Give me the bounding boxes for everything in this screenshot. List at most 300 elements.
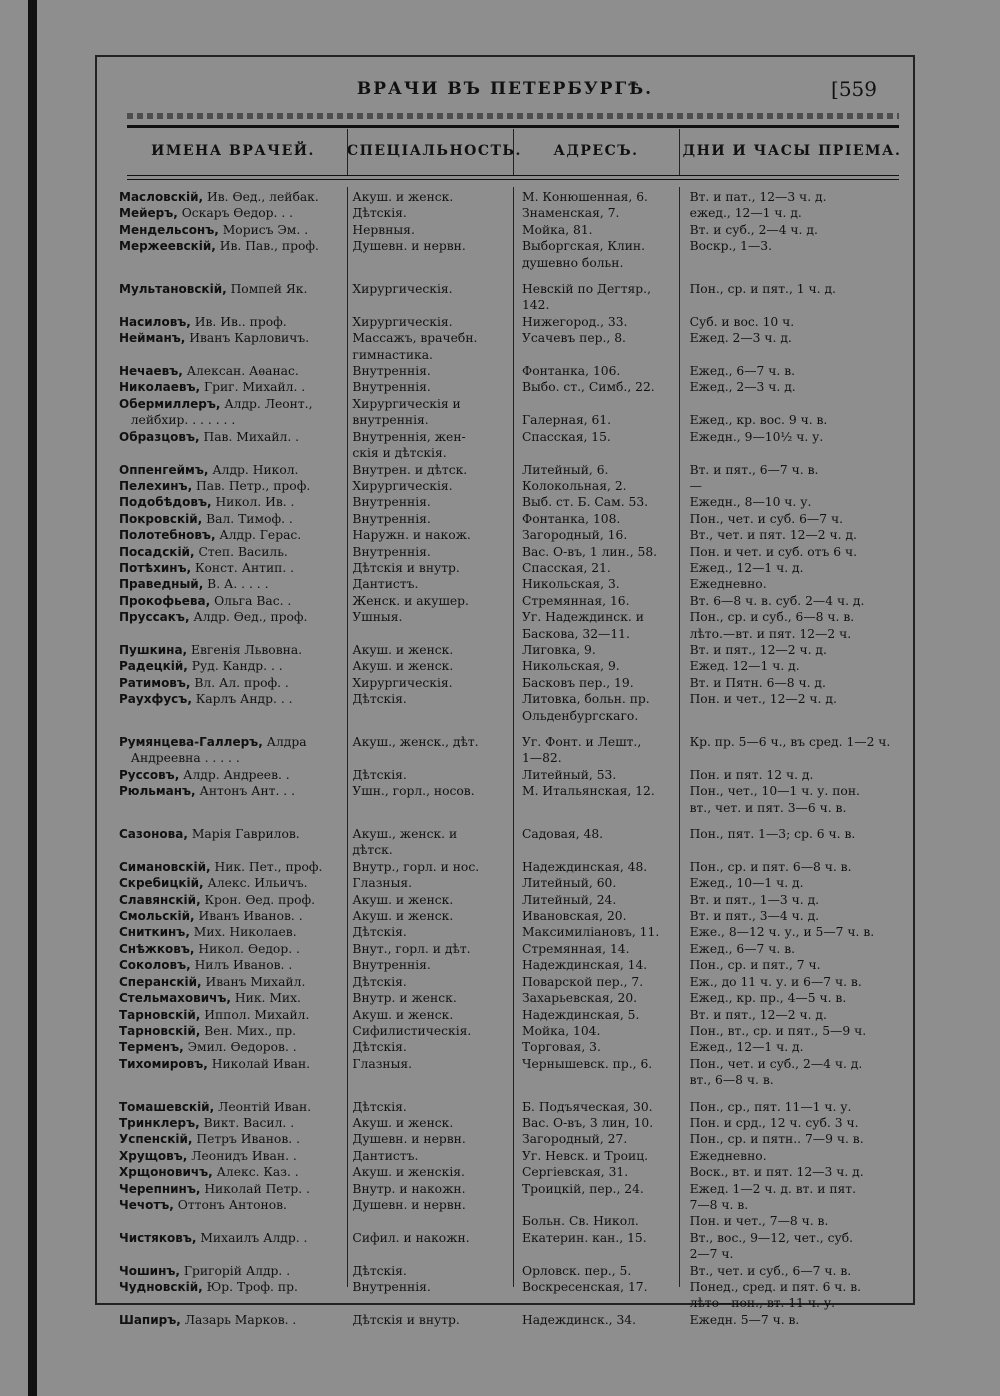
address-cell: 142. <box>521 298 550 313</box>
hours-cell: вт., 6—8 ч. в. <box>689 1073 774 1088</box>
physician-name <box>119 1181 346 1197</box>
given-name: Алдр. Ѳед., проф. <box>189 610 308 625</box>
table-row <box>119 1039 909 1055</box>
table-row <box>119 1023 909 1039</box>
specialty-cell: Внутреннія. <box>352 495 431 510</box>
table-row <box>119 675 909 691</box>
given-name: Антонъ Ант. . . <box>195 784 296 799</box>
table-row <box>119 527 909 543</box>
specialty-cell <box>346 626 516 642</box>
hours-cell: Вт. и пят., 12—2 ч. д. <box>689 642 827 657</box>
hours-cell: Ежед., кр. вос. 9 ч. в. <box>689 413 828 428</box>
row-spacer <box>119 816 909 826</box>
address-cell: Усачевъ пер., 8. <box>521 331 626 346</box>
table-row <box>119 609 909 625</box>
surname: Руссовъ, <box>119 767 180 782</box>
address-cell: Мойка, 81. <box>521 222 593 237</box>
column-divider <box>679 129 680 175</box>
physician-name <box>119 1213 346 1229</box>
table-row <box>119 691 909 707</box>
given-name: Никол. Ѳедор. . <box>194 941 300 956</box>
address-cell: Никольская, 9. <box>521 659 620 674</box>
physician-name <box>119 297 346 313</box>
physician-name <box>119 1039 346 1055</box>
column-divider <box>513 129 514 175</box>
hours-cell: Ежед. 2—3 ч. д. <box>689 331 792 346</box>
surname: Посадскій, <box>119 544 195 559</box>
table-row <box>119 576 909 592</box>
specialty-cell <box>346 1246 516 1262</box>
surname: Прокофьева, <box>119 593 211 608</box>
table-row <box>119 593 909 609</box>
hours-cell <box>684 396 909 412</box>
table-row <box>119 1263 909 1279</box>
physician-name <box>119 576 346 592</box>
given-name: Карлъ Андр. . . <box>191 692 293 707</box>
given-name: Ив. Пав., проф. <box>215 239 319 254</box>
hours-cell: Еж., до 11 ч. у. и 6—7 ч. в. <box>689 974 862 989</box>
address-cell: Торговая, 3. <box>521 1040 601 1055</box>
surname: Сперанскій, <box>119 974 202 989</box>
specialty-cell: Дѣтскія и внутр. <box>352 1312 460 1327</box>
physician-name <box>119 783 346 799</box>
physician-name <box>119 1246 346 1262</box>
hours-cell <box>684 842 909 858</box>
specialty-cell: Наружн. и накож. <box>352 528 471 543</box>
given-name: Крон. Ѳед. проф. <box>200 892 316 907</box>
physician-name <box>119 462 346 478</box>
specialty-cell: Акуш. и женск. <box>352 659 454 674</box>
address-cell <box>516 1246 684 1262</box>
hours-cell: Ежедн., 9—10½ ч. у. <box>689 429 824 444</box>
specialty-cell: Глазныя. <box>352 1056 413 1071</box>
surname: Радецкій, <box>119 659 188 674</box>
given-name: Николай Иван. <box>207 1056 311 1071</box>
specialty-cell: Акуш., женск., дѣт. <box>352 735 479 749</box>
hours-cell: Вт. и пят., 12—2 ч. д. <box>689 1007 827 1022</box>
address-cell <box>516 800 684 816</box>
surname: Чошинъ, <box>119 1263 180 1278</box>
specialty-cell: Душевн. и нервн. <box>352 1132 466 1147</box>
address-cell <box>516 842 684 858</box>
table-row <box>119 222 909 238</box>
physician-name <box>119 1131 346 1147</box>
address-cell: Уг. Фонт. и Лешт., <box>521 735 642 749</box>
specialty-cell: Внутр. и накожн. <box>352 1181 466 1196</box>
table-row <box>119 255 909 271</box>
table-row <box>119 859 909 875</box>
specialty-cell: Внут., горл. и дѣт. <box>352 941 471 956</box>
specialty-cell: Дѣтскія и внутр. <box>352 560 460 575</box>
physician-name <box>119 908 346 924</box>
physician-name <box>119 1115 346 1131</box>
surname: Праведный, <box>119 577 204 592</box>
specialty-cell: Хирургическія и <box>352 396 461 411</box>
table-row <box>119 494 909 510</box>
surname: Масловскій, <box>119 190 204 204</box>
page-title: ВРАЧИ ВЪ ПЕТЕРБУРГѢ. <box>356 79 654 99</box>
surname: Румянцева-Галлеръ, <box>119 735 263 749</box>
given-name: Вл. Ал. проф. . <box>190 675 289 690</box>
physician-name <box>119 990 346 1006</box>
surname: Потѣхинъ, <box>119 560 192 575</box>
surname: Терменъ, <box>119 1040 184 1055</box>
specialty-cell: Внутреннія. <box>352 380 431 395</box>
address-cell: Садовая, 48. <box>521 827 604 842</box>
physician-name <box>119 593 346 609</box>
surname: Рюльманъ, <box>119 784 196 799</box>
table-row <box>119 974 909 990</box>
table-row <box>119 281 909 297</box>
table-row <box>119 800 909 816</box>
table-row <box>119 1164 909 1180</box>
specialty-cell: Хирургическія. <box>352 478 453 493</box>
hours-cell: Пон., вт., ср. и пят., 5—9 ч. <box>689 1023 867 1038</box>
specialty-cell <box>346 800 516 816</box>
hours-cell: Ежедневно. <box>689 1148 767 1163</box>
address-cell: Уг. Невск. и Троиц. <box>521 1148 649 1163</box>
physician-name <box>119 347 346 363</box>
given-name: Андреевна . . . . . <box>119 751 240 766</box>
given-name: Лазарь Марков. . <box>180 1312 297 1327</box>
surname: Мейеръ, <box>119 206 178 221</box>
specialty-cell: Дѣтскія. <box>352 767 407 782</box>
row-spacer <box>119 724 909 734</box>
physician-name <box>119 1164 346 1180</box>
address-cell: Ольденбургскаго. <box>521 708 639 723</box>
table-row <box>119 1181 909 1197</box>
ornament-rule <box>127 113 899 119</box>
specialty-cell: Хирургическія. <box>352 282 453 297</box>
hours-cell: Пон. и срд., 12 ч. суб. 3 ч. <box>689 1115 859 1130</box>
given-name: Вен. Мих., пр. <box>200 1023 297 1038</box>
physician-name <box>119 379 346 395</box>
specialty-cell: дѣтск. <box>352 843 393 858</box>
hours-cell: Ежед. 1—2 ч. д. вт. и пят. <box>689 1181 857 1196</box>
column-header-names: ИМЕНА ВРАЧЕЙ. <box>151 143 315 159</box>
address-cell: Невскій по Дегтяр., <box>521 282 651 297</box>
given-name: Никол. Ив. . <box>211 495 295 510</box>
hours-cell: Ежед., кр. пр., 4—5 ч. в. <box>689 991 847 1006</box>
specialty-cell <box>346 255 516 271</box>
hours-cell: Ежедн. 5—7 ч. в. <box>689 1312 800 1327</box>
physician-name <box>119 527 346 543</box>
address-cell: Троицкій, пер., 24. <box>521 1181 644 1196</box>
address-cell: Литейный, 53. <box>521 767 617 782</box>
physician-name <box>119 626 346 642</box>
hours-cell: Вт., вос., 9—12, чет., суб. <box>689 1230 854 1245</box>
address-cell: Сергіевская, 31. <box>521 1165 629 1180</box>
table-row <box>119 708 909 724</box>
physician-name <box>119 1295 346 1311</box>
address-cell: Стремянная, 14. <box>521 941 630 956</box>
specialty-cell: Акуш. и женск. <box>352 892 454 907</box>
physician-name <box>119 189 346 205</box>
address-cell: Фонтанка, 108. <box>521 511 621 526</box>
given-name: Нилъ Иванов. . <box>190 958 293 973</box>
given-name: Иванъ Карловичъ. <box>185 331 310 346</box>
address-cell: Максимиліановъ, 11. <box>521 925 660 940</box>
address-cell: Никольская, 3. <box>521 577 620 592</box>
hours-cell: Пон., ср., пят. 11—1 ч. у. <box>689 1099 852 1114</box>
physician-name <box>119 875 346 891</box>
address-cell: Фонтанка, 106. <box>521 364 621 379</box>
hours-cell: вт., чет. и пят. 3—6 ч. в. <box>689 800 847 815</box>
table-row <box>119 429 909 445</box>
column-header-address: АДРЕСЪ. <box>553 143 639 159</box>
specialty-cell: Хирургическія. <box>352 314 453 329</box>
row-spacer <box>119 271 909 281</box>
physician-name <box>119 1007 346 1023</box>
table-row <box>119 1072 909 1088</box>
address-cell <box>516 347 684 363</box>
table-row <box>119 957 909 973</box>
specialty-cell: Нервныя. <box>352 222 415 237</box>
given-name: Алекс. Ильичъ. <box>203 876 308 891</box>
given-name: Алексан. Аѳанас. <box>182 364 299 379</box>
specialty-cell <box>346 1213 516 1229</box>
given-name: Григ. Михайл. . <box>200 380 306 395</box>
specialty-cell: Внутреннія. <box>352 1280 431 1294</box>
table-row <box>119 626 909 642</box>
surname: Чистяковъ, <box>119 1230 197 1245</box>
specialty-cell <box>346 750 516 766</box>
address-cell: Литейный, 60. <box>521 876 617 891</box>
address-cell: Б. Подъяческая, 30. <box>521 1099 653 1114</box>
address-cell <box>516 1197 684 1213</box>
specialty-cell: гимнастика. <box>352 347 433 362</box>
surname: Обермиллеръ, <box>119 396 221 411</box>
given-name: Николай Петр. . <box>200 1181 310 1196</box>
physician-name <box>119 642 346 658</box>
specialty-cell: Дѣтскія. <box>352 206 407 221</box>
table-row <box>119 1295 909 1311</box>
page-frame <box>95 55 915 1327</box>
physician-name <box>119 1056 346 1072</box>
specialty-cell: Хирургическія. <box>352 675 453 690</box>
physician-name <box>119 658 346 674</box>
hours-cell: Ежед., 12—1 ч. д. <box>689 1040 804 1055</box>
surname: Хрщоновичъ, <box>119 1165 213 1180</box>
physician-name <box>119 800 346 816</box>
address-cell: Надеждинская, 5. <box>521 1007 640 1022</box>
given-name: Ив. Ив.. проф. <box>190 314 287 329</box>
surname: Покровскій, <box>119 511 203 526</box>
table-row <box>119 238 909 254</box>
specialty-cell <box>346 1295 516 1311</box>
table-row <box>119 412 909 428</box>
specialty-cell: Внутреннія. <box>352 511 431 526</box>
specialty-cell: Внутреннія. <box>352 958 431 973</box>
hours-cell: Суб. и вос. 10 ч. <box>689 314 795 329</box>
given-name: Пав. Михайл. . <box>199 429 300 444</box>
hours-cell: 7—8 ч. в. <box>689 1197 749 1212</box>
specialty-cell: Акуш. и женск. <box>352 1007 454 1022</box>
hours-cell: Вт. и пят., 3—4 ч. д. <box>689 909 820 924</box>
physician-name <box>119 396 346 412</box>
surname: Чечотъ, <box>119 1197 174 1212</box>
given-name: Михаилъ Алдр. . <box>196 1230 308 1245</box>
column-header-specialty: СПЕЦІАЛЬНОСТЬ. <box>347 143 522 159</box>
given-name: Морисъ Эм. . <box>218 222 309 237</box>
specialty-cell: внутреннія. <box>352 413 429 428</box>
hours-cell: Воск., вт. и пят. 12—3 ч. д. <box>689 1165 864 1180</box>
address-cell: Загородный, 16. <box>521 528 628 543</box>
surname: Томашевскій, <box>119 1099 215 1114</box>
table-row <box>119 560 909 576</box>
table-row <box>119 1131 909 1147</box>
address-cell: Вас. О-въ, 3 лин, 10. <box>521 1115 654 1130</box>
given-name: Алдр. Леонт., <box>220 396 313 411</box>
given-name: Викт. Васил. . <box>199 1115 295 1130</box>
address-cell: Орловск. пер., 5. <box>521 1263 632 1278</box>
specialty-cell: Глазныя. <box>352 876 413 891</box>
hours-cell: Пон., чет. и суб. 6—7 ч. <box>689 511 843 526</box>
address-cell: Ивановская, 20. <box>521 909 627 924</box>
address-cell: 1—82. <box>521 751 562 766</box>
table-row <box>119 511 909 527</box>
physician-name <box>119 924 346 940</box>
hours-cell: Вт. и пят., 6—7 ч. в. <box>689 462 819 477</box>
hours-cell: лѣто.—вт. и пят. 12—2 ч. <box>689 626 852 641</box>
table-row <box>119 783 909 799</box>
column-divider <box>347 129 348 175</box>
specialty-cell: Ушныя. <box>352 610 403 625</box>
specialty-cell: Акуш. и женск. <box>352 909 454 924</box>
specialty-cell: Внутр., горл. и нос. <box>352 859 480 874</box>
hours-cell <box>684 255 909 271</box>
given-name: Помпей Як. <box>226 282 308 297</box>
specialty-cell: Внутреннія. <box>352 544 431 559</box>
surname: Сазонова, <box>119 827 188 842</box>
address-cell: Больн. Св. Никол. <box>521 1214 639 1229</box>
hours-cell: Вт., чет. и суб., 6—7 ч. в. <box>689 1263 852 1278</box>
hours-cell: Ежед., 12—1 ч. д. <box>689 560 804 575</box>
address-cell: М. Конюшенная, 6. <box>521 190 648 204</box>
hours-cell: Ежедн., 8—10 ч. у. <box>689 495 812 510</box>
table-row <box>119 826 909 842</box>
surname: Образцовъ, <box>119 429 200 444</box>
table-row <box>119 941 909 957</box>
hours-cell: Вт. и суб., 2—4 ч. д. <box>689 222 818 237</box>
hours-cell: Понед., сред. и пят. 6 ч. в. <box>689 1280 862 1294</box>
given-name: Степ. Василь. <box>194 544 288 559</box>
address-cell: Вас. О-въ, 1 лин., 58. <box>521 544 658 559</box>
given-name: Юр. Троф. пр. <box>202 1280 298 1294</box>
given-name: В. А. . . . . <box>203 577 269 592</box>
table-row <box>119 478 909 494</box>
physician-name <box>119 478 346 494</box>
address-cell: Литейный, 24. <box>521 892 617 907</box>
specialty-cell: Сифилистическія. <box>352 1023 472 1038</box>
hours-cell: Пон., ср. и пят., 1 ч. д. <box>689 282 836 297</box>
given-name: Алдр. Герас. <box>215 528 302 543</box>
specialty-cell: Внутреннія, жен- <box>352 429 466 444</box>
hours-cell: Вт. и пат., 12—3 ч. д. <box>689 190 827 204</box>
hours-cell: Пон., ср. и пят., 7 ч. <box>689 958 821 973</box>
surname: Ратимовъ, <box>119 675 191 690</box>
table-row <box>119 734 909 750</box>
physician-name <box>119 1263 346 1279</box>
surname: Подобѣдовъ, <box>119 495 212 510</box>
physician-name <box>119 859 346 875</box>
physician-name <box>119 842 346 858</box>
physician-name <box>119 1197 346 1213</box>
physician-name <box>119 560 346 576</box>
specialty-cell: Дантистъ. <box>352 1148 419 1163</box>
specialty-cell: Дантистъ. <box>352 577 419 592</box>
table-row <box>119 658 909 674</box>
given-name: лейбхир. . . . . . . <box>119 413 236 428</box>
specialty-cell: Акуш. и женск. <box>352 642 454 657</box>
physician-name <box>119 544 346 560</box>
specialty-cell: Душевн. и нервн. <box>352 1197 466 1212</box>
physician-name <box>119 412 346 428</box>
hours-cell: — <box>689 478 702 493</box>
surname: Тарновскій, <box>119 1007 201 1022</box>
table-row <box>119 1312 909 1328</box>
hours-cell <box>684 297 909 313</box>
specialty-cell: Дѣтскія. <box>352 974 407 989</box>
address-cell <box>516 396 684 412</box>
given-name: Руд. Кандр. . . <box>187 659 283 674</box>
address-cell: Галерная, 61. <box>521 413 612 428</box>
given-name: Ольга Вас. . <box>210 593 292 608</box>
given-name: Оскаръ Ѳедор. . . <box>177 206 294 221</box>
surname: Мержеевскій, <box>119 239 216 254</box>
surname: Оппенгеймъ, <box>119 462 209 477</box>
address-cell <box>516 1072 684 1088</box>
specialty-cell <box>346 297 516 313</box>
address-cell: Знаменская, 7. <box>521 206 620 221</box>
physician-name <box>119 691 346 707</box>
physician-name <box>119 494 346 510</box>
given-name: Ив. Ѳед., лейбак. <box>203 190 319 204</box>
hours-cell: Ежедневно. <box>689 577 767 592</box>
surname: Славянскій, <box>119 892 201 907</box>
specialty-cell: Ушн., горл., носов. <box>352 784 475 799</box>
given-name: Ник. Мих. <box>230 991 301 1006</box>
address-cell: Колокольная, 2. <box>521 478 627 493</box>
table-row <box>119 1099 909 1115</box>
address-cell: Поварской пер., 7. <box>521 974 644 989</box>
physician-name <box>119 1148 346 1164</box>
address-cell: Спасская, 21. <box>521 560 611 575</box>
specialty-cell <box>346 708 516 724</box>
specialty-cell: Дѣтскія. <box>352 1263 407 1278</box>
hours-cell: Еже., 8—12 ч. у., и 5—7 ч. в. <box>689 925 875 940</box>
specialty-cell: Массажъ, врачебн. <box>352 331 478 346</box>
surname: Чудновскій, <box>119 1280 203 1294</box>
surname: Тарновскій, <box>119 1023 201 1038</box>
surname: Соколовъ, <box>119 958 191 973</box>
table-row <box>119 363 909 379</box>
surname: Успенскій, <box>119 1132 193 1147</box>
specialty-cell: Внутреннія. <box>352 364 431 379</box>
table-row <box>119 1230 909 1246</box>
hours-cell: Пон. и чет., 7—8 ч. в. <box>689 1214 829 1229</box>
physician-name <box>119 445 346 461</box>
given-name: Мих. Николаев. <box>189 925 297 940</box>
header-rule <box>127 175 899 176</box>
address-cell: Басковъ пер., 19. <box>521 675 634 690</box>
address-cell: Надеждинск., 34. <box>521 1312 637 1327</box>
hours-cell: Кр. пр. 5—6 ч., въ сред. 1—2 ч. <box>689 735 891 749</box>
given-name: Алекс. Каз. . <box>212 1165 299 1180</box>
hours-cell: ежед., 12—1 ч. д. <box>689 206 802 221</box>
table-row <box>119 908 909 924</box>
physician-name <box>119 708 346 724</box>
